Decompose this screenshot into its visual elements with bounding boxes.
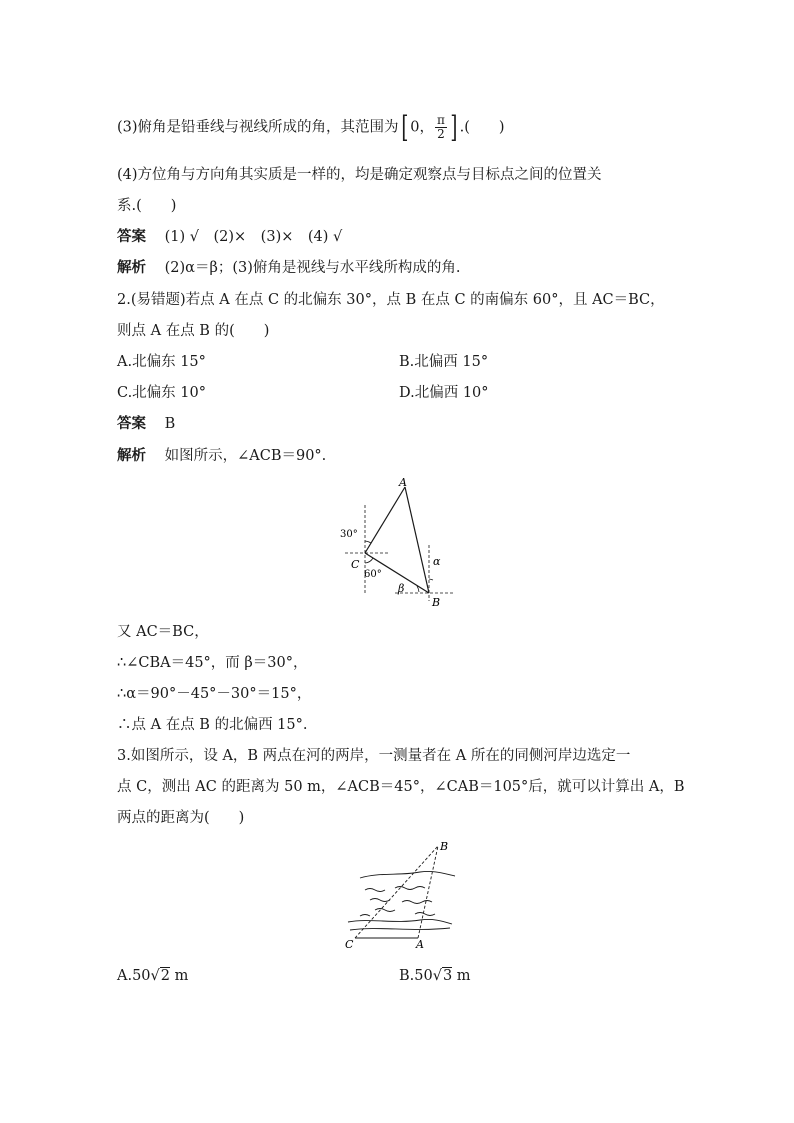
q3-stem-line-2: 点 C，测出 AC 的距离为 50 m，∠ACB＝45°，∠CAB＝105°后，就可以计算出 A，B bbox=[117, 779, 685, 795]
angle-30-label: 30° bbox=[340, 529, 358, 540]
angle-beta-label: β bbox=[398, 582, 405, 595]
item-3-tail: .( ) bbox=[459, 119, 505, 136]
label-C: C bbox=[351, 558, 360, 571]
q2-step-4: ∴点 A 在点 B 的北偏西 15°. bbox=[117, 717, 308, 733]
q3-option-b: B.50√3 m bbox=[399, 968, 471, 984]
analysis-text: 如图所示，∠ACB＝90°. bbox=[164, 448, 327, 464]
analysis-label: 解析 bbox=[117, 260, 146, 276]
q2-step-1: 又 AC＝BC， bbox=[117, 624, 209, 640]
item-4-line-2: 系.( ) bbox=[117, 198, 177, 214]
q2-answer bbox=[117, 414, 175, 434]
q2-option-b: B.北偏西 15° bbox=[399, 354, 489, 370]
item-3-text: (3)俯角是铅垂线与视线所成的角，其范围为 bbox=[117, 119, 399, 136]
q3-stem-line-3: 两点的距离为( ) bbox=[117, 810, 245, 826]
analysis-label: 解析 bbox=[117, 448, 146, 464]
angle-60-label: 60° bbox=[364, 569, 382, 580]
answer-label: 答案 bbox=[117, 229, 146, 245]
q2-step-3: ∴α＝90°－45°－30°＝15°， bbox=[117, 686, 312, 702]
item-4-line-1: (4)方位角与方向角其实质是一样的，均是确定观察点与目标点之间的位置关 bbox=[117, 167, 602, 183]
q2-option-c: C.北偏东 10° bbox=[117, 385, 206, 401]
angle-alpha-label: α bbox=[433, 555, 441, 568]
sqrt-icon: √ bbox=[432, 968, 442, 984]
item-3 bbox=[117, 109, 505, 145]
prev-answer bbox=[117, 227, 342, 247]
right-bracket: ] bbox=[450, 109, 458, 145]
label-A: A bbox=[416, 938, 424, 951]
label-B: B bbox=[432, 596, 441, 609]
label-C: C bbox=[345, 938, 354, 951]
q2-stem-line-1: 2.(易错题)若点 A 在点 C 的北偏东 30°，点 B 在点 C 的南偏东 60°，且 AC＝BC， bbox=[117, 292, 665, 308]
answer-value: B bbox=[164, 416, 176, 432]
answer-label: 答案 bbox=[117, 416, 146, 432]
answer-text: (1) √ (2)× (3)× (4) √ bbox=[164, 229, 343, 245]
q2-option-d: D.北偏西 10° bbox=[399, 385, 489, 401]
pi-over-2-fraction: $\frac{\pi}{2}$ bbox=[437, 113, 445, 141]
label-A: A bbox=[399, 476, 407, 489]
river-figure bbox=[340, 838, 460, 953]
prev-analysis bbox=[117, 258, 460, 278]
item-3-range-start: 0， bbox=[410, 119, 434, 136]
label-B: B bbox=[440, 840, 449, 853]
q2-analysis bbox=[117, 446, 326, 466]
direction-angle-figure bbox=[335, 475, 465, 610]
analysis-text: (2)α＝β；(3)俯角是视线与水平线所构成的角. bbox=[164, 260, 461, 276]
sqrt-icon: √ bbox=[150, 968, 160, 984]
left-bracket: [ bbox=[400, 109, 408, 145]
q2-step-2: ∴∠CBA＝45°，而 β＝30°， bbox=[117, 655, 308, 671]
q3-option-a: A.50√2 m bbox=[117, 968, 189, 984]
q3-stem-line-1: 3.如图所示，设 A，B 两点在河的两岸，一测量者在 A 所在的同侧河岸边选定一 bbox=[117, 748, 631, 764]
q2-stem-line-2: 则点 A 在点 B 的( ) bbox=[117, 323, 270, 339]
q2-option-a: A.北偏东 15° bbox=[117, 354, 206, 370]
